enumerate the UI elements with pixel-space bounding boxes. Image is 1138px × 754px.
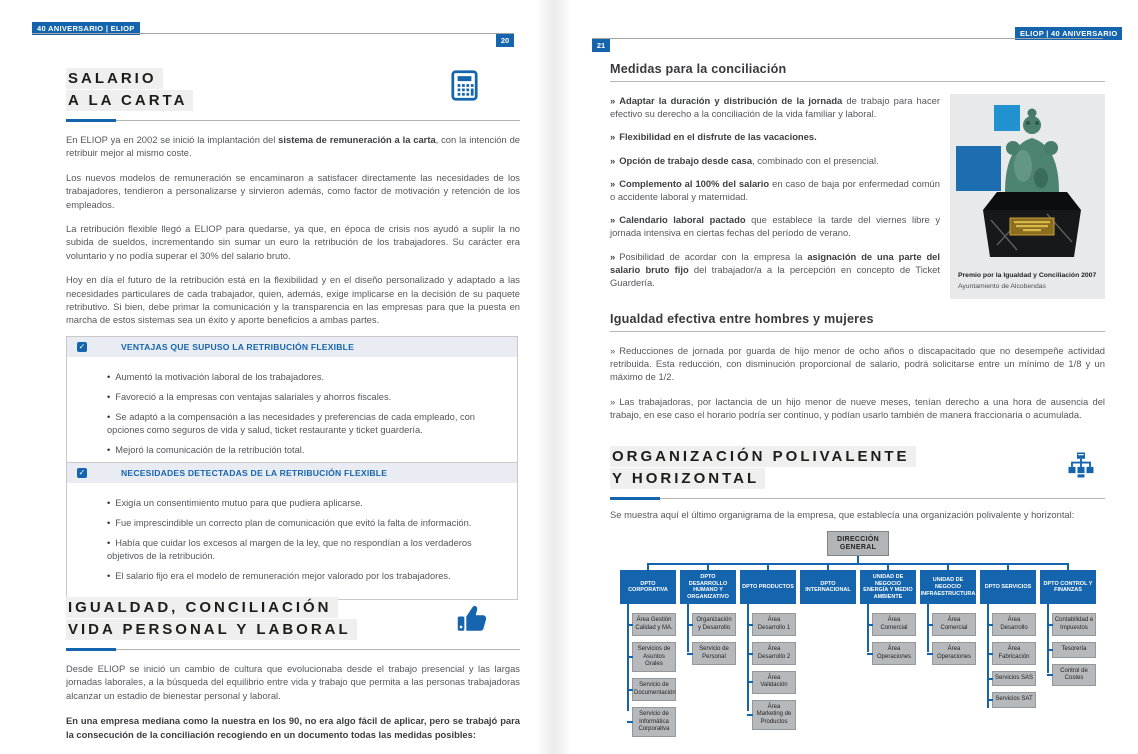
- list-item: » Opción de trabajo desde casa, combinado con el presencial.: [610, 154, 940, 167]
- list-item: » Reducciones de jornada por guarda de hijo menor de ocho años o discapacitado que no desempeñe actividad retribuida. Esta reducción, con disminución proporcional de salario, podrá solicitarse entre un mínimo de 1/8 y un máximo de 1/2.: [610, 344, 1105, 384]
- list-item: » Las trabajadoras, por lactancia de un hijo menor de nueve meses, tenían derecho a una hora de ausencia del trabajo, en ese caso el horario podría ser continuo, y podían usarlo también de manera fraccionaria o acumulada.: [610, 395, 1105, 421]
- paragraph: Hoy en día el futuro de la retribución está en la flexibilidad y en el diseño personalizado y adaptado a las necesidades particulares de cada trabajador, quien, además, exige implicarse en la decisión de su paquete retributivo. Si bien, debe primar la comunicación y la transparencia en las empresas para que la puesta en marcha de estos sistemas sea un éxito y aporte beneficios a ambas partes.: [66, 274, 520, 326]
- org-column: [740, 570, 796, 743]
- org-dept-box: UNIDAD DE NEGOCIO ENERGÍA Y MEDIO AMBIENTE: [860, 570, 916, 604]
- trophy-image: [976, 100, 1088, 260]
- org-children: [740, 604, 796, 730]
- org-departments-row: [620, 570, 1096, 743]
- org-child-box: Área Comercial: [872, 613, 916, 636]
- org-column: [980, 570, 1036, 743]
- org-dept-box: DPTO SERVICIOS: [980, 570, 1036, 604]
- section-igualdad-conciliacion: [66, 597, 520, 741]
- org-child-box: Área Comercial: [932, 613, 976, 636]
- org-child-box: Área Fabricación: [992, 642, 1036, 665]
- paragraph: La retribución flexible llegó a ELIOP para quedarse, ya que, en época de crisis nos ayudó a suplir la no subida de sueldos, incrementando sin sumar un euro la retribución de los trabajadores. Su carácter era voluntario y no podía superar el 30% del salario bruto.: [66, 223, 520, 261]
- org-child-box: Área Desarrollo 2: [752, 642, 796, 665]
- org-child-box: Servicios de Asuntos Grales: [632, 642, 676, 672]
- org-children: [920, 604, 976, 665]
- org-dept-box: DPTO CONTROL Y FINANZAS: [1040, 570, 1096, 604]
- left-header-badge: 40 ANIVERSARIO | ELIOP: [32, 22, 140, 35]
- medidas-bullet-list: [610, 94, 940, 299]
- callout-box-title: VENTAJAS QUE SUPUSO LA RETRIBUCIÓN FLEXIBLE: [121, 342, 355, 352]
- list-item: » Flexibilidad en el disfrute de las vacaciones.: [610, 130, 940, 143]
- page-fold-shadow: [536, 0, 572, 754]
- org-child-box: Servicio de Informática Corporativa: [632, 707, 676, 737]
- checkbox-icon: ✓: [78, 468, 86, 477]
- caption-title: Premio por la Igualdad y Conciliación 2007: [958, 272, 1097, 279]
- org-child-box: Control de Costes: [1052, 664, 1096, 687]
- org-child-box: Organización y Desarrollo: [692, 613, 736, 636]
- title-rule: [610, 497, 1105, 500]
- list-item: » Adaptar la duración y distribución de la jornada de trabajo para hacer efectivo su derecho a la conciliación de la vida familiar y laboral.: [610, 94, 940, 120]
- org-child-box: Tesorería: [1052, 642, 1096, 657]
- org-children: [680, 604, 736, 665]
- org-column: [860, 570, 916, 743]
- org-child-box: Área Desarrollo 1: [752, 613, 796, 636]
- org-dept-box: DPTO CORPORATIVA: [620, 570, 676, 604]
- list-item: • Mejoró la comunicación de la retribución total.: [107, 444, 501, 457]
- heading-medidas: Medidas para la conciliación: [610, 62, 787, 76]
- list-item: • Había que cuidar los excesos al margen de la ley, que no respondían a los verdaderos objetivos de la retribución.: [107, 537, 501, 563]
- section-title-organizacion: ORGANIZACIÓN POLIVALENTE Y HORIZONTAL: [610, 446, 1105, 490]
- list-item: • Favoreció a la empresas con ventajas salariales y ahorros fiscales.: [107, 391, 501, 404]
- left-page-number: 20: [496, 34, 514, 47]
- org-child-box: Área Gestión Calidad y MA.: [632, 613, 676, 636]
- org-child-box: Servicios SAT: [992, 692, 1036, 707]
- heading-igualdad-efectiva: Igualdad efectiva entre hombres y mujeres: [610, 312, 874, 326]
- photo-caption: [958, 271, 1102, 291]
- org-child-box: Área Validación: [752, 671, 796, 694]
- org-children: [1040, 604, 1096, 686]
- right-header-rule: [592, 38, 1103, 39]
- list-item: » Calendario laboral pactado que establece la tarde del viernes libre y jornada intensiva en ciertas fechas del período de verano.: [610, 213, 940, 239]
- org-child-box: Servicio de Documentación: [632, 678, 676, 701]
- org-root-box: DIRECCIÓN GENERAL: [827, 531, 889, 556]
- org-column: [620, 570, 676, 743]
- section-title-igualdad: IGUALDAD, CONCILIACIÓN VIDA PERSONAL Y LABORAL: [66, 597, 520, 641]
- org-connector: [857, 556, 859, 563]
- org-children: [620, 604, 676, 737]
- org-column: [920, 570, 976, 743]
- callout-box-body: [67, 483, 517, 599]
- org-child-box: Servicio de Personal: [692, 642, 736, 665]
- heading-rule: [610, 81, 1105, 82]
- org-child-box: Área Desarrollo: [992, 613, 1036, 636]
- org-children: [860, 604, 916, 665]
- org-child-box: Área Operaciones: [872, 642, 916, 665]
- paragraph: En ELIOP ya en 2002 se inició la implantación del sistema de remuneración a la carta, con la intención de retribuir mejor al mismo coste.: [66, 134, 520, 159]
- paragraph: Se muestra aquí el último organigrama de la empresa, que establecía una organización polivalente y horizontal:: [610, 509, 1075, 520]
- callout-box-header: [67, 463, 517, 483]
- award-photo: [950, 94, 1105, 299]
- section-salario: [66, 68, 520, 327]
- org-column: [680, 570, 736, 743]
- org-dept-box: UNIDAD DE NEGOCIO INFRAESTRUCTURA: [920, 570, 976, 604]
- org-dept-box: DPTO DESARROLLO HUMANO Y ORGANIZATIVO: [680, 570, 736, 604]
- list-item: » Complemento al 100% del salario en caso de baja por enfermedad común o accidente laboral y maternidad.: [610, 177, 940, 203]
- org-chart-icon: [1066, 450, 1096, 480]
- callout-box-necesidades: [66, 462, 518, 600]
- org-child-box: Servicios SAS: [992, 671, 1036, 686]
- caption-subtitle: Ayuntamiento de Alcobendas: [958, 283, 1046, 290]
- section-organizacion: [610, 446, 1105, 741]
- org-child-box: Área Operaciones: [932, 642, 976, 665]
- paragraph-bold: En una empresa mediana como la nuestra en los 90, no era algo fácil de aplicar, pero se trabajó para la consecución de la conciliación recogiendo en un documento todas las medidas posibles:: [66, 715, 520, 740]
- org-dept-box: DPTO INTERNACIONAL: [800, 570, 856, 604]
- org-chart: [610, 529, 1105, 741]
- paragraph: Los nuevos modelos de remuneración se encaminaron a satisfacer directamente las necesidades de los trabajadores, tendieron a personalizarse y sirvieron además, como factor de motivación y retención de los empleados.: [66, 171, 520, 210]
- org-children: [980, 604, 1036, 707]
- section-title-salario: SALARIO A LA CARTA: [66, 68, 520, 112]
- list-item: • Se adaptó a la compensación a las necesidades y preferencias de cada empleado, con opciones como seguros de vida y salud, ticket restaurante y ticket guardería.: [107, 411, 501, 437]
- section-igualdad-efectiva: [610, 312, 1105, 432]
- org-connector: [648, 563, 1068, 565]
- checkbox-icon: ✓: [78, 342, 86, 351]
- callout-box-header: [67, 337, 517, 357]
- callout-box-body: [67, 357, 517, 473]
- section-medidas: [610, 62, 1105, 299]
- org-child-box: Contabilidad e Impuestos: [1052, 613, 1096, 636]
- title-rule: [66, 648, 520, 651]
- org-column: [1040, 570, 1096, 743]
- heading-rule: [610, 331, 1105, 332]
- org-column: [800, 570, 856, 743]
- calculator-icon: [448, 69, 481, 102]
- list-item: • Aumentó la motivación laboral de los trabajadores.: [107, 371, 501, 384]
- right-header-badge: ELIOP | 40 ANIVERSARIO: [1015, 27, 1122, 40]
- list-item: • El salario fijo era el modelo de remuneración mejor valorado por los trabajadores.: [107, 570, 501, 583]
- right-page-number: 21: [592, 39, 610, 52]
- org-dept-box: DPTO PRODUCTOS: [740, 570, 796, 604]
- list-item: • Fue imprescindible un correcto plan de comunicación que evitó la falta de información.: [107, 517, 501, 530]
- org-child-box: Área Marketing de Productos: [752, 700, 796, 730]
- list-item: » Posibilidad de acordar con la empresa la asignación de una parte del salario bruto fijo del trabajador/a a la percepción en concepto de Ticket Guardería.: [610, 250, 940, 290]
- callout-box-title: NECESIDADES DETECTADAS DE LA RETRIBUCIÓN FLEXIBLE: [121, 468, 388, 478]
- paragraph: Desde ELIOP se inició un cambio de cultura que evolucionaba desde el trabajo presencial y las largas jornadas laborales, a la búsqueda del equilibrio entre vida y trabajo que permita a las personas trabajadoras alcanzar un estadio de bienestar personal y laboral.: [66, 663, 520, 701]
- list-item: • Exigía un consentimiento mutuo para que pudiera aplicarse.: [107, 497, 501, 510]
- callout-box-ventajas: [66, 336, 518, 474]
- thumbs-up-icon: [454, 600, 490, 636]
- title-rule: [66, 119, 520, 122]
- left-header-rule: [32, 33, 514, 34]
